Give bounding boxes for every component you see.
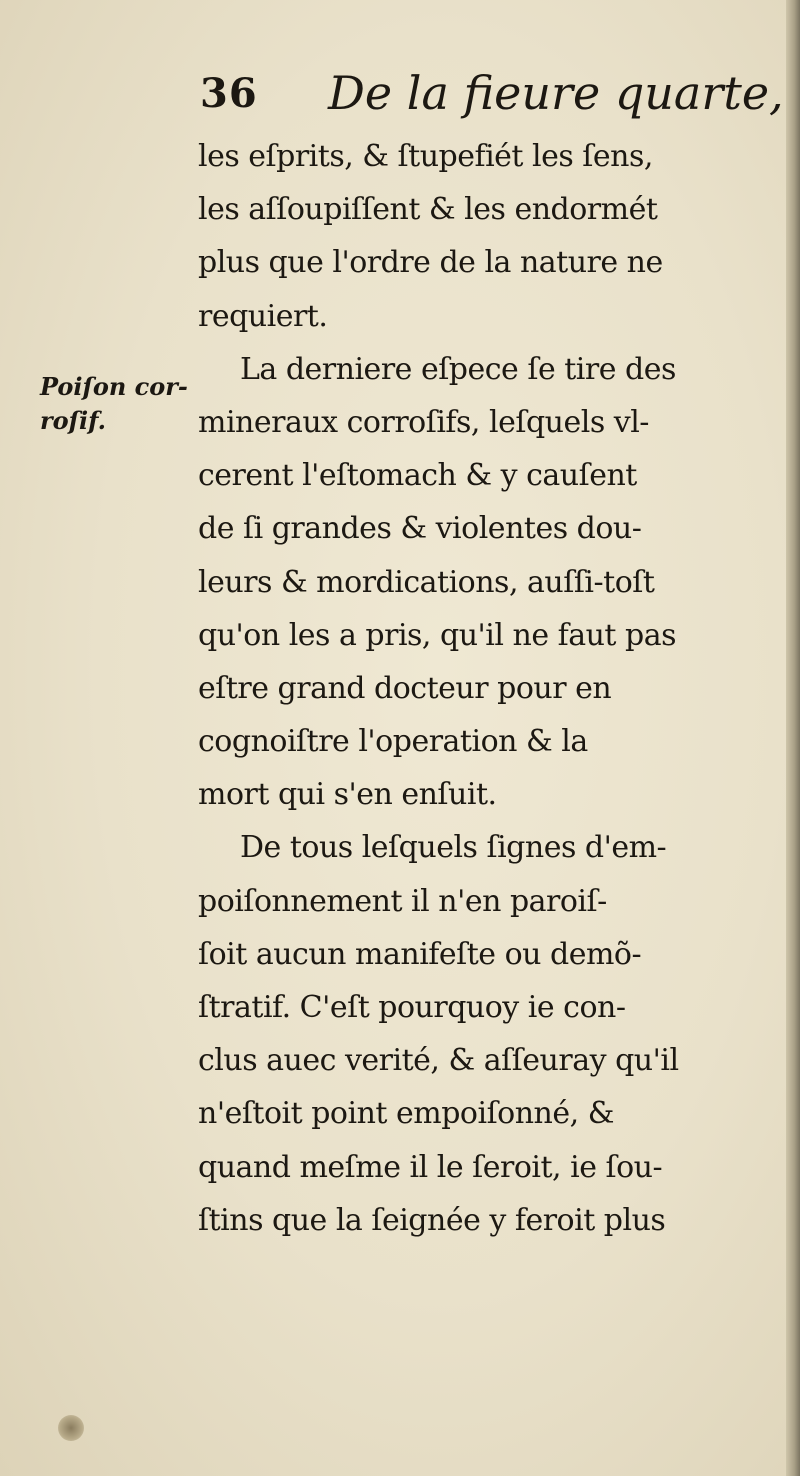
text-line: qu'on les a pris, qu'il ne faut pas [198, 617, 676, 653]
text-line: les aſſoupiſſent & les endormét [198, 192, 658, 228]
text-line: ſtins que la ſeignée y feroit plus [198, 1202, 666, 1238]
text-line: ſtratif. C'eſt pourquoy ie con- [198, 990, 626, 1025]
page-edge [786, 0, 800, 1476]
text-line: mort qui s'en enſuit. [198, 777, 497, 813]
text-line: poiſonnement il n'en paroiſ- [198, 883, 607, 919]
body-text [198, 130, 788, 1247]
text-line: requiert. [198, 298, 328, 334]
text-line: cerent l'eſtomach & y cauſent [198, 458, 637, 494]
running-title: De la fieure quarte, [328, 66, 784, 120]
margin-note [40, 370, 190, 438]
paragraph-start-line: La derniere eſpece ſe tire des [240, 351, 676, 387]
text-line: mineraux corroſifs, leſquels vl- [198, 404, 649, 440]
text-line: clus auec verité, & aſſeuray qu'il [198, 1043, 679, 1079]
paragraph-start-line: De tous leſquels ſignes d'em- [240, 830, 667, 866]
margin-note-line: roſif. [40, 406, 106, 435]
text-line: de ſi grandes & violentes dou- [198, 511, 642, 547]
text-line: quand meſme il le ſeroit, ie ſou- [198, 1149, 663, 1185]
text-line: eſtre grand docteur pour en [198, 670, 612, 706]
text-line: plus que l'ordre de la nature ne [198, 245, 663, 281]
paper-stain [58, 1415, 84, 1441]
page-header [200, 62, 784, 128]
text-line: les eſprits, & ſtupefiét les ſens, [198, 139, 653, 174]
text-line: cognoiſtre l'operation & la [198, 724, 588, 760]
text-line: leurs & mordications, auſſi-toſt [198, 564, 655, 600]
text-line: n'eſtoit point empoiſonné, & [198, 1096, 614, 1132]
text-line: ſoit aucun manifeſte ou demõ- [198, 936, 642, 972]
page-number: 36 [200, 70, 258, 117]
margin-note-line: Poiſon cor- [40, 372, 188, 401]
